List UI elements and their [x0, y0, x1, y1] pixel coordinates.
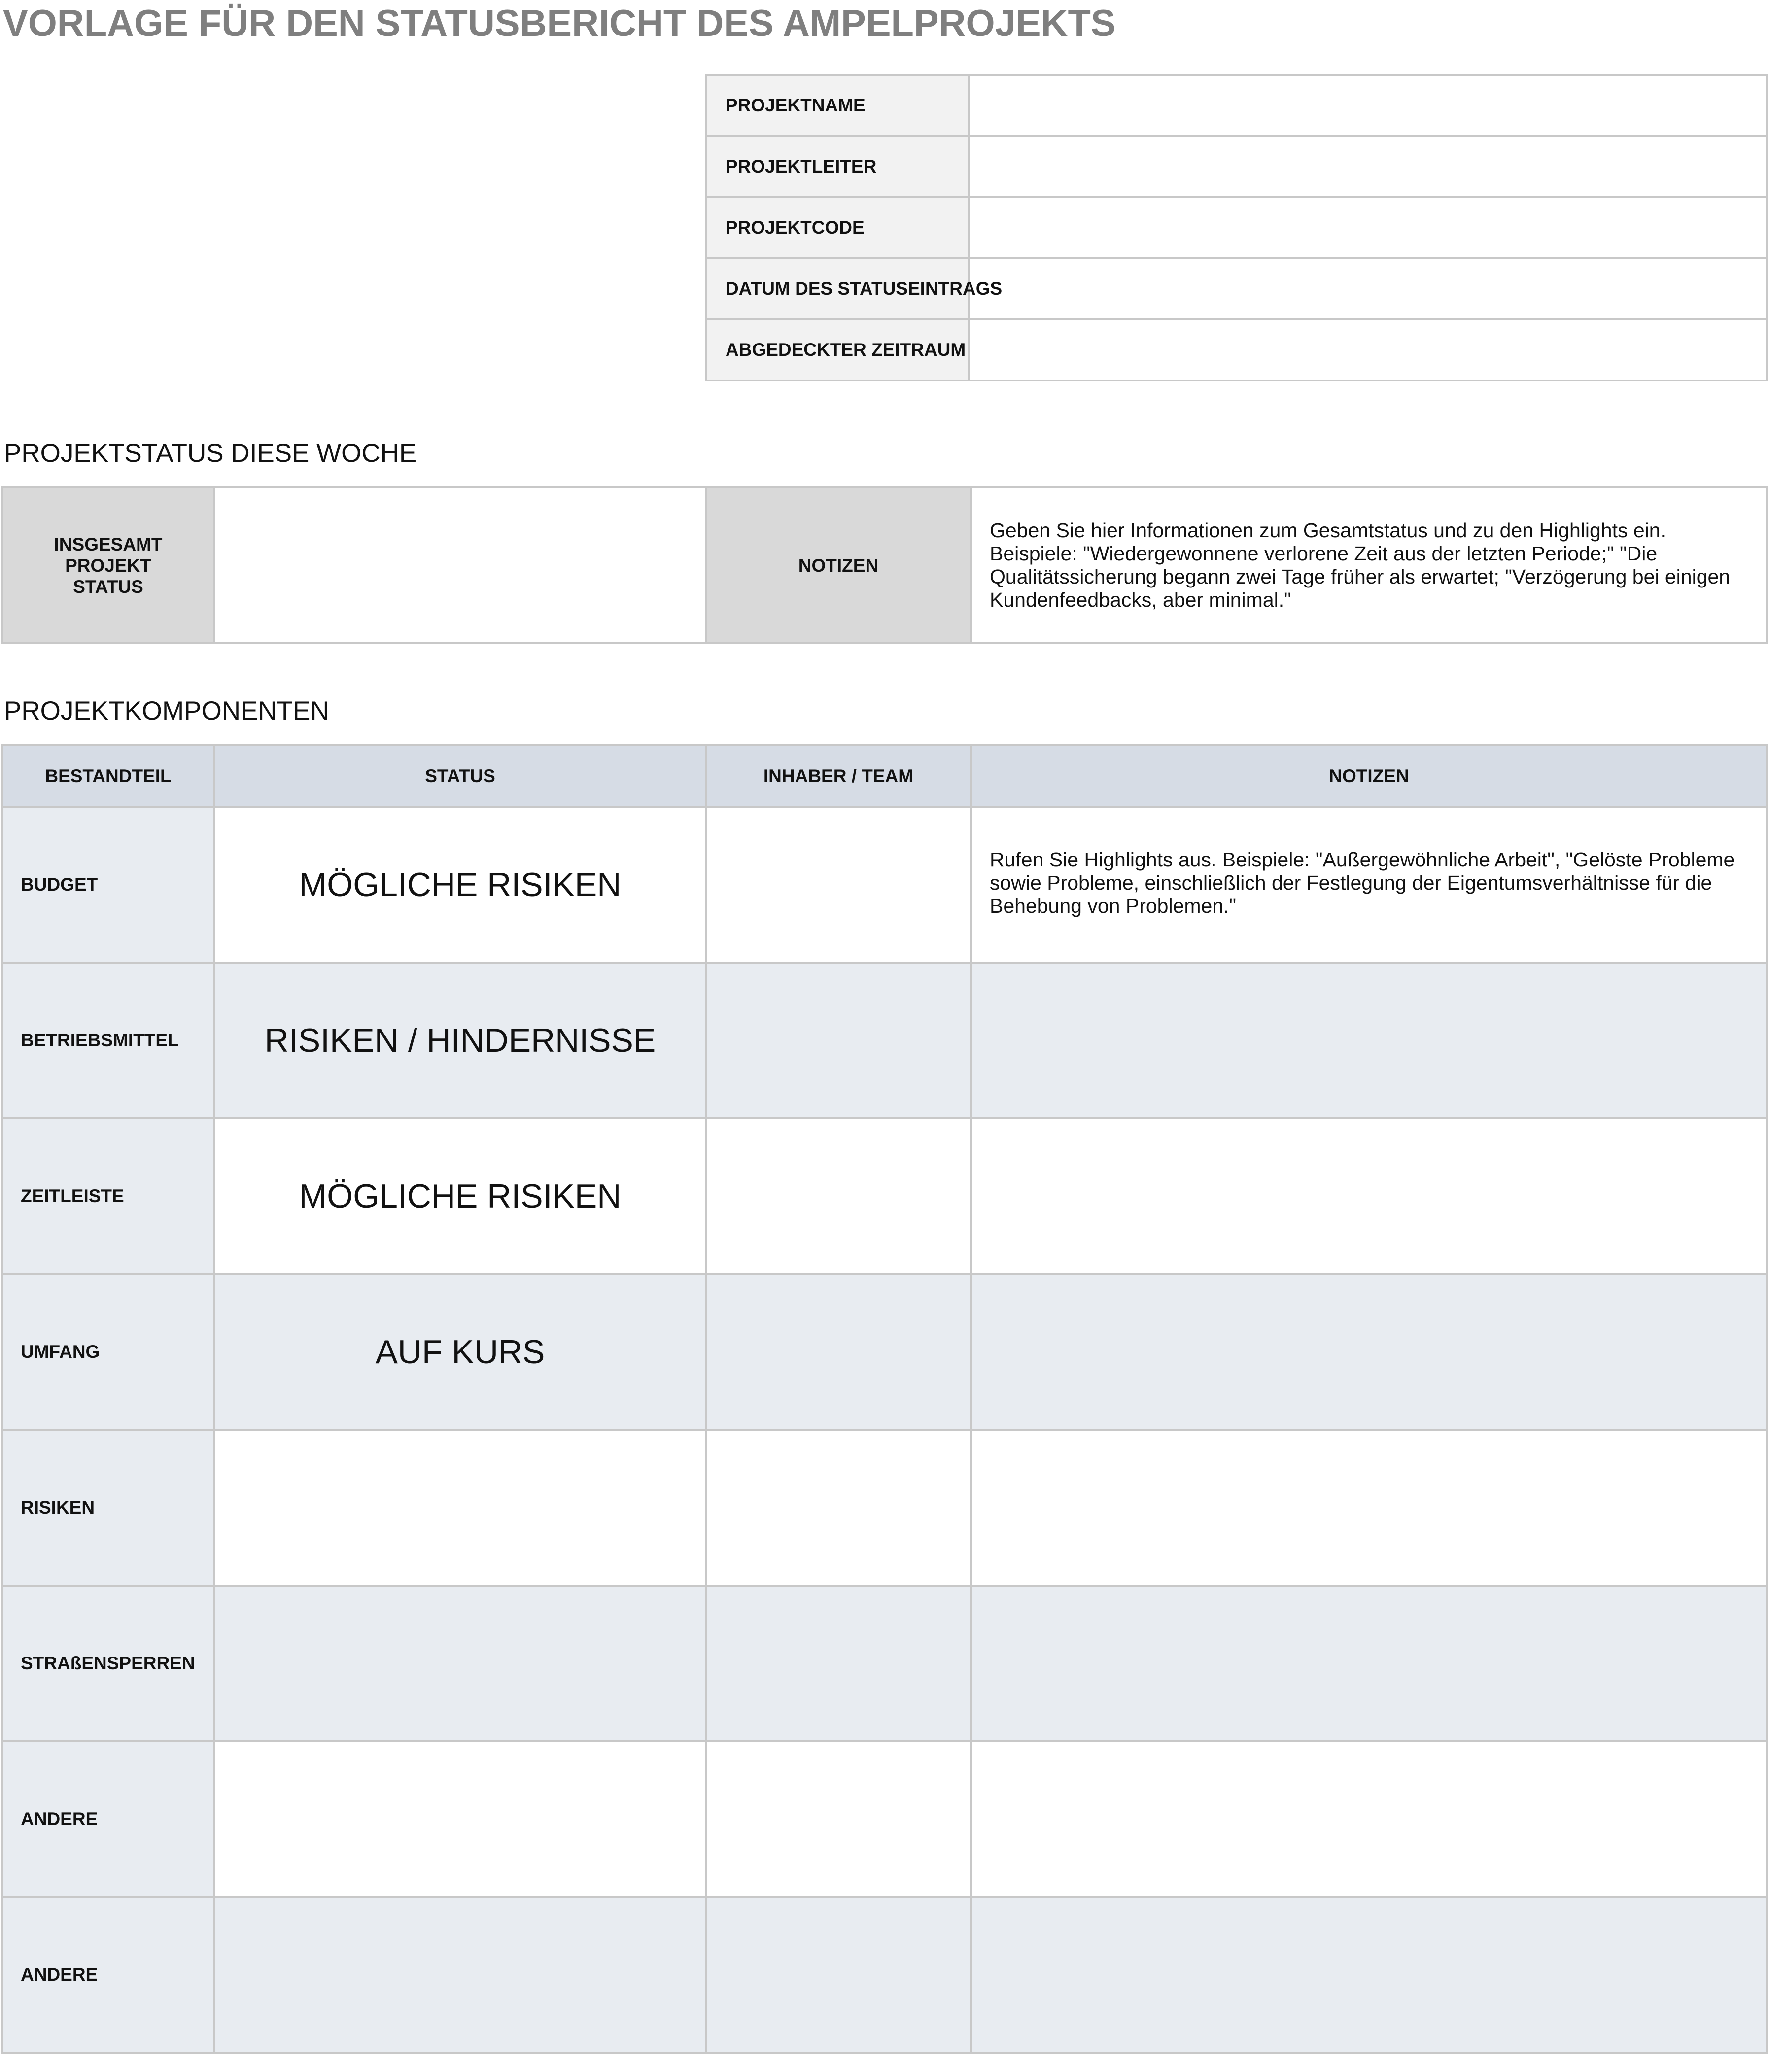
- owner-cell[interactable]: [706, 807, 971, 963]
- status-cell[interactable]: [214, 1897, 706, 2053]
- notes-text: Rufen Sie Highlights aus. Beispiele: "Außergewöhnliche Arbeit", "Gelöste Probleme sowie Probleme, einschließlich der Festlegung der Eigentumsverhältnisse für die Behebung von Problemen.": [990, 848, 1735, 917]
- component-cell: [2, 807, 214, 963]
- overall-status-label: [3, 534, 213, 597]
- component-cell: [2, 1430, 214, 1586]
- column-header-owner: [706, 745, 971, 807]
- notes-cell[interactable]: [971, 807, 1767, 963]
- projektleiter-field[interactable]: [969, 136, 1767, 197]
- info-label: PROJEKTNAME: [726, 95, 866, 115]
- component-label: ZEITLEISTE: [21, 1186, 124, 1206]
- component-cell: [2, 1118, 214, 1274]
- status-notes-field[interactable]: Geben Sie hier Informationen zum Gesamtstatus und zu den Highlights ein. Beispiele: "Wiedergewonnene verlorene Zeit aus der letzten Periode;" "Die Qualitätssicherung begann zwei Tage früher als erwartet; "Verzögerung bei einigen Kundenfeedbacks, aber minimal.": [971, 487, 1767, 643]
- components-header-row: [2, 745, 1767, 807]
- table-row: [2, 963, 1767, 1118]
- overall-status-label-line: STATUS: [73, 576, 143, 597]
- status-cell[interactable]: [214, 1586, 706, 1741]
- notes-cell[interactable]: [971, 1430, 1767, 1586]
- overall-status-label-cell: [2, 487, 214, 643]
- info-row-projektname: [706, 75, 1767, 136]
- project-status-table: [1, 486, 1768, 644]
- notes-cell[interactable]: [971, 1741, 1767, 1897]
- table-row: [2, 1430, 1767, 1586]
- owner-cell[interactable]: [706, 1118, 971, 1274]
- status-cell[interactable]: AUF KURS: [214, 1274, 706, 1430]
- info-label-cell: [706, 75, 969, 136]
- info-label-cell: [706, 258, 1003, 319]
- status-notes-label-cell: [706, 487, 971, 643]
- info-row-projektcode: [706, 197, 1767, 258]
- column-header-bestandteil: [2, 745, 214, 807]
- components-section-heading: PROJEKTKOMPONENTEN: [4, 696, 329, 725]
- column-header-label: INHABER / TEAM: [763, 765, 914, 786]
- column-header-notes: [971, 745, 1767, 807]
- notes-cell[interactable]: [971, 1118, 1767, 1274]
- column-header-label: NOTIZEN: [1329, 765, 1409, 786]
- component-cell: [2, 1586, 214, 1741]
- info-label: PROJEKTLEITER: [726, 156, 877, 176]
- projektcode-field[interactable]: [969, 197, 1767, 258]
- info-label: DATUM DES STATUSEINTRAGS: [726, 278, 1003, 299]
- info-label-cell: [706, 197, 969, 258]
- info-label: PROJEKTCODE: [726, 217, 865, 238]
- overall-status-label-line: INSGESAMT: [54, 534, 163, 554]
- component-label: ANDERE: [21, 1965, 98, 1985]
- status-section-heading: PROJEKTSTATUS DIESE WOCHE: [4, 439, 417, 468]
- owner-cell[interactable]: [706, 1430, 971, 1586]
- status-cell[interactable]: [214, 1430, 706, 1586]
- page-title: VORLAGE FÜR DEN STATUSBERICHT DES AMPELPROJEKTS: [3, 2, 1116, 44]
- component-cell: [2, 1741, 214, 1897]
- projektname-field[interactable]: [969, 75, 1767, 136]
- status-cell[interactable]: MÖGLICHE RISIKEN: [214, 1118, 706, 1274]
- owner-cell[interactable]: [706, 1274, 971, 1430]
- notes-cell[interactable]: [971, 963, 1767, 1118]
- project-info-table: [705, 74, 1768, 381]
- info-row-datum: [706, 258, 1767, 319]
- status-cell[interactable]: [214, 1741, 706, 1897]
- owner-cell[interactable]: [706, 963, 971, 1118]
- component-label: UMFANG: [21, 1342, 100, 1362]
- component-cell: [2, 1897, 214, 2053]
- info-label: ABGEDECKTER ZEITRAUM: [726, 340, 966, 360]
- zeitraum-field[interactable]: [969, 319, 1767, 380]
- table-row: [2, 1741, 1767, 1897]
- status-cell[interactable]: MÖGLICHE RISIKEN: [214, 807, 706, 963]
- info-label-cell: [706, 136, 969, 197]
- owner-cell[interactable]: [706, 1897, 971, 2053]
- table-row: [2, 1274, 1767, 1430]
- project-components-table: [1, 744, 1768, 2054]
- overall-status-label-line: PROJEKT: [65, 555, 151, 576]
- column-header-label: BESTANDTEIL: [45, 765, 172, 786]
- component-label: BUDGET: [21, 874, 98, 895]
- info-row-zeitraum: [706, 319, 1767, 380]
- component-label: RISIKEN: [21, 1497, 95, 1518]
- component-cell: [2, 1274, 214, 1430]
- overall-status-field[interactable]: [214, 487, 706, 643]
- info-row-projektleiter: [706, 136, 1767, 197]
- info-label-cell: [706, 319, 969, 380]
- notes-cell[interactable]: [971, 1897, 1767, 2053]
- datum-field[interactable]: [969, 258, 1767, 319]
- component-label: ANDERE: [21, 1809, 98, 1829]
- component-label: STRAßENSPERREN: [21, 1653, 195, 1673]
- component-cell: [2, 963, 214, 1118]
- column-header-label: STATUS: [425, 765, 495, 786]
- table-row: [2, 807, 1767, 963]
- notes-cell[interactable]: [971, 1274, 1767, 1430]
- component-label: BETRIEBSMITTEL: [21, 1030, 179, 1050]
- column-header-status: [214, 745, 706, 807]
- status-row: [2, 487, 1767, 643]
- table-row: [2, 1897, 1767, 2053]
- owner-cell[interactable]: [706, 1586, 971, 1741]
- table-row: [2, 1118, 1767, 1274]
- notes-cell[interactable]: [971, 1586, 1767, 1741]
- table-row: [2, 1586, 1767, 1741]
- status-cell[interactable]: RISIKEN / HINDERNISSE: [214, 963, 706, 1118]
- status-notes-label: NOTIZEN: [798, 555, 879, 576]
- owner-cell[interactable]: [706, 1741, 971, 1897]
